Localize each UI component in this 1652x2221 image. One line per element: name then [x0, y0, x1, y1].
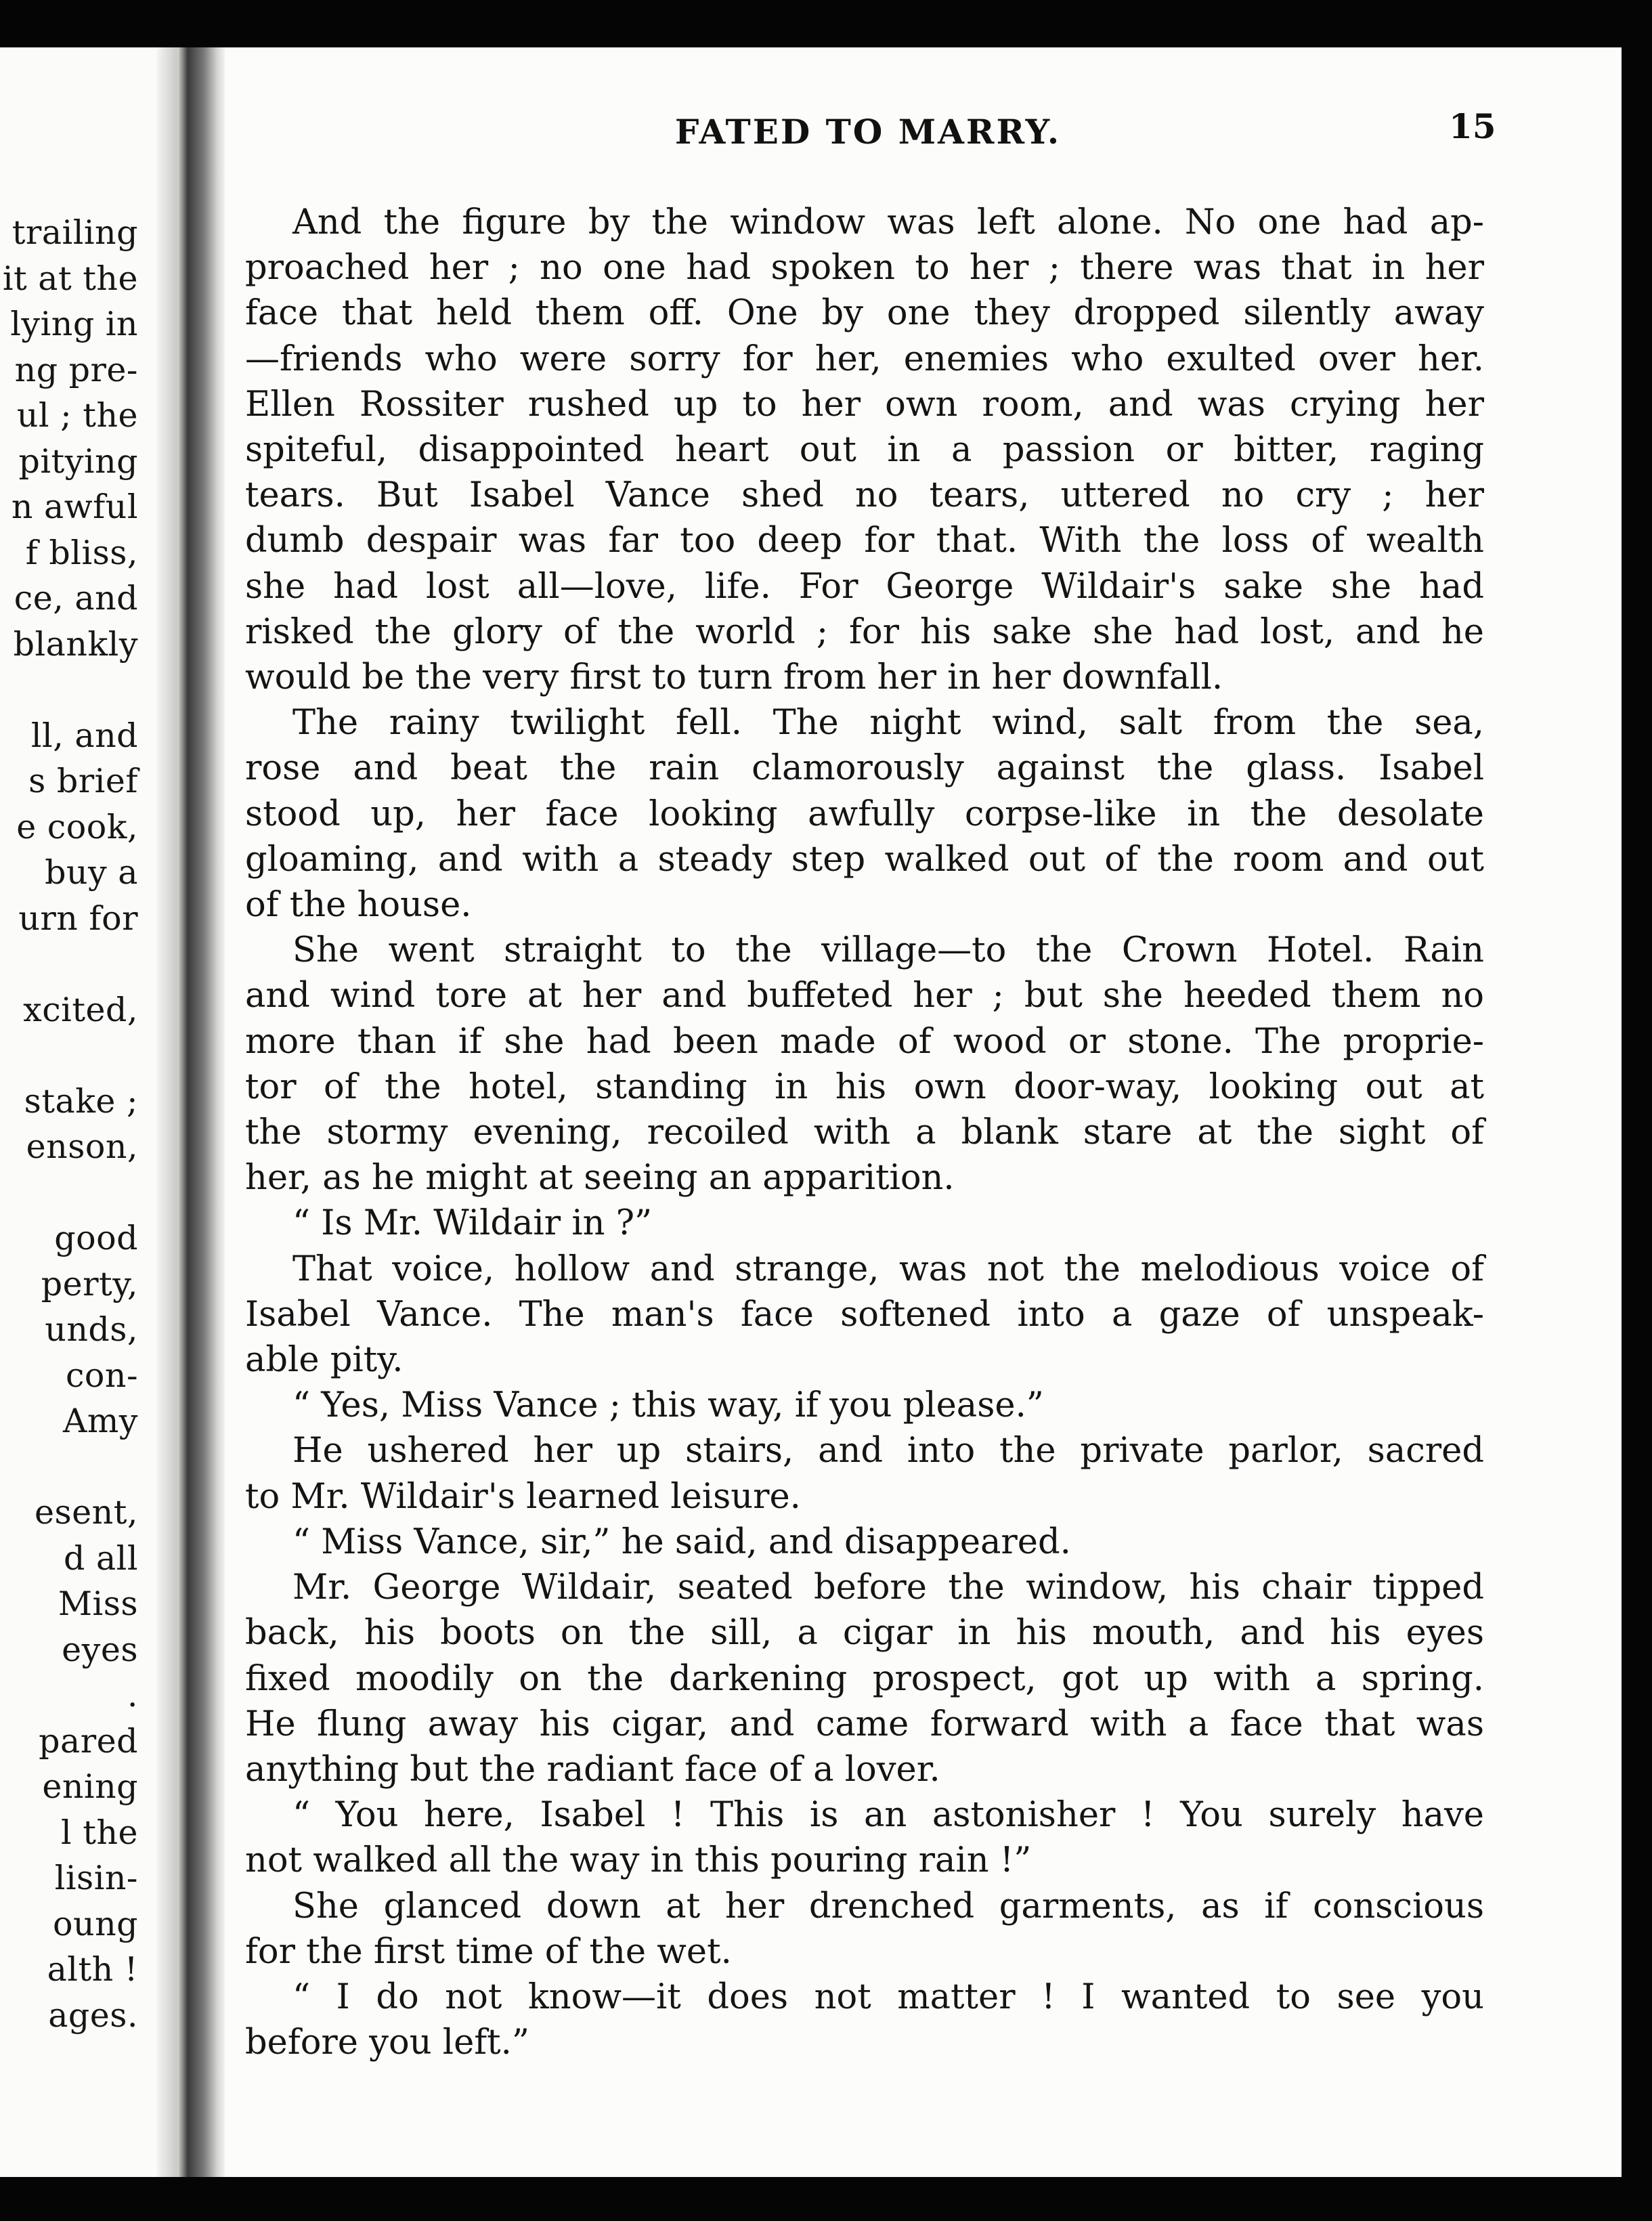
text-line: “ You here, Isabel ! This is an astonisher ! You surely have — [292, 1795, 1484, 1836]
fragment-line: alth ! — [47, 1950, 138, 1989]
paragraph — [245, 1519, 1484, 1565]
fragment-line — [3, 941, 138, 987]
text-line: Mr. George Wildair, seated before the window, his chair tipped — [292, 1568, 1484, 1608]
fragment-line: oung — [53, 1904, 138, 1943]
book-gutter — [177, 47, 225, 2177]
fragment-line: f bliss, — [25, 533, 138, 572]
fragment-line: stake ; — [24, 1081, 138, 1121]
text-line: more than if she had been made of wood or stone. The proprie- — [245, 1021, 1484, 1062]
previous-page-fragment — [0, 47, 177, 2177]
running-title: FATED TO MARRY. — [674, 112, 1062, 152]
text-line: fixed moodily on the darkening prospect, got up with a spring. — [245, 1658, 1484, 1699]
text-line: “ Miss Vance, sir,” he said, and disappeared. — [292, 1522, 1071, 1562]
text-line: risked the glory of the world ; for his sake she had lost, and he — [245, 611, 1484, 652]
text-line: gloaming, and with a steady step walked out of the room and out — [245, 839, 1484, 880]
text-line: she had lost all—love, life. For George Wildair's sake she had — [245, 566, 1484, 607]
fragment-line: xcited, — [23, 990, 138, 1029]
fragment-line: pitying — [18, 441, 138, 481]
text-line: dumb despair was far too deep for that. With the loss of wealth — [245, 521, 1484, 561]
fragment-line — [3, 1033, 138, 1079]
fragment-line: unds, — [45, 1310, 138, 1349]
text-line: Ellen Rossiter rushed up to her own room, and was crying her — [245, 384, 1484, 425]
text-line: to Mr. Wildair's learned leisure. — [245, 1476, 801, 1517]
text-line: tor of the hotel, standing in his own door-way, looking out at — [245, 1066, 1484, 1107]
text-line: “ Is Mr. Wildair in ?” — [292, 1203, 653, 1244]
text-line: —friends who were sorry for her, enemies who exulted over her. — [245, 339, 1484, 379]
paragraph — [245, 1792, 1484, 1883]
text-line: face that held them off. One by one they dropped silently away — [245, 293, 1484, 334]
text-line: able pity. — [245, 1340, 404, 1381]
text-line: “ I do not know—it does not matter ! I wanted to see you — [292, 1977, 1484, 2017]
fragment-line — [3, 1170, 138, 1216]
text-line: Isabel Vance. The man's face softened into a gaze of unspeak- — [245, 1294, 1484, 1335]
text-line: He ushered her up stairs, and into the private parlor, sacred — [292, 1431, 1484, 1471]
page-curl-shadow — [157, 47, 177, 2177]
text-line: “ Yes, Miss Vance ; this way, if you please.” — [292, 1385, 1044, 1426]
fragment-line: enson, — [26, 1127, 138, 1166]
text-line: The rainy twilight fell. The night wind, salt from the sea, — [292, 703, 1484, 743]
paragraph — [245, 1247, 1484, 1383]
text-line: not walked all the way in this pouring rain !” — [245, 1840, 1032, 1881]
fragment-line: pared — [39, 1721, 138, 1761]
paragraph — [245, 1201, 1484, 1246]
fragment-line: con- — [65, 1356, 138, 1395]
text-line: tears. But Isabel Vance shed no tears, uttered no cry ; her — [245, 475, 1484, 516]
text-line: She went straight to the village—to the Crown Hotel. Rain — [292, 930, 1484, 971]
text-line: for the first time of the wet. — [245, 1931, 732, 1972]
text-line: back, his boots on the sill, a cigar in his mouth, and his eyes — [245, 1613, 1484, 1654]
fragment-line: esent, — [35, 1493, 138, 1532]
fragment-line: it at the — [2, 259, 138, 298]
fragment-line: ages. — [48, 1996, 138, 2035]
page-header — [225, 106, 1498, 159]
book-page — [225, 47, 1622, 2177]
text-line: rose and beat the rain clamorously against the glass. Isabel — [245, 748, 1484, 789]
text-line: before you left.” — [245, 2023, 529, 2063]
text-line: and wind tore at her and buffeted her ; but she heeded them no — [245, 976, 1484, 1016]
text-line: would be the very first to turn from her in her downfall. — [245, 657, 1223, 698]
fragment-line: Amy — [62, 1402, 138, 1440]
paragraph — [245, 200, 1484, 700]
page-number: 15 — [1449, 106, 1496, 146]
text-line: stood up, her face looking awfully corpse-like in the desolate — [245, 794, 1484, 834]
paragraph — [245, 1975, 1484, 2065]
fragment-line: Miss — [58, 1584, 138, 1623]
fragment-line: urn for — [18, 899, 138, 938]
text-line: the stormy evening, recoiled with a blank stare at the sight of — [245, 1113, 1484, 1153]
scan-border-bottom — [0, 2177, 1652, 2221]
paragraph — [245, 700, 1484, 928]
fragment-line: . — [127, 1676, 138, 1715]
fragment-line: l the — [61, 1813, 138, 1852]
fragment-line: ce, and — [14, 579, 138, 618]
fragment-line: trailing — [12, 213, 138, 252]
fragment-line: n awful — [11, 488, 138, 526]
text-line: proached her ; no one had spoken to her ; there was that in her — [245, 248, 1484, 288]
page-body — [245, 200, 1484, 2065]
fragment-line: e cook, — [16, 807, 138, 846]
paragraph — [245, 1884, 1484, 1975]
fragment-line: d all — [64, 1538, 138, 1578]
fragment-line: ng pre- — [14, 350, 138, 389]
text-line: anything but the radiant face of a lover. — [245, 1749, 940, 1790]
fragment-line: blankly — [13, 624, 138, 664]
scan-border-right — [1622, 0, 1652, 2221]
previous-page-text — [3, 210, 138, 2038]
fragment-line: buy a — [45, 853, 138, 892]
text-line: He flung away his cigar, and came forward with a face that was — [245, 1704, 1484, 1744]
text-line: her, as he might at seeing an apparition. — [245, 1158, 955, 1199]
fragment-line: eyes — [62, 1630, 138, 1669]
paragraph — [245, 928, 1484, 1201]
fragment-line: good — [54, 1219, 138, 1257]
scan-border-top — [0, 0, 1652, 47]
fragment-line: perty, — [41, 1264, 138, 1303]
fragment-line: ening — [42, 1767, 138, 1806]
paragraph — [245, 1383, 1484, 1428]
text-line: of the house. — [245, 885, 472, 926]
fragment-line: ll, and — [30, 716, 138, 755]
paragraph — [245, 1428, 1484, 1519]
fragment-line: lying in — [10, 305, 138, 343]
fragment-line — [3, 1444, 138, 1490]
fragment-line — [3, 667, 138, 713]
text-line: spiteful, disappointed heart out in a passion or bitter, raging — [245, 430, 1484, 471]
fragment-line: ul ; the — [16, 396, 138, 435]
text-line: That voice, hollow and strange, was not the melodious voice of — [292, 1249, 1484, 1289]
paragraph — [245, 1565, 1484, 1792]
fragment-line: lisin- — [54, 1859, 138, 1897]
text-line: She glanced down at her drenched garments, as if conscious — [292, 1886, 1484, 1926]
text-line: And the figure by the window was left alone. No one had ap- — [292, 202, 1484, 242]
fragment-line: s brief — [28, 762, 138, 800]
